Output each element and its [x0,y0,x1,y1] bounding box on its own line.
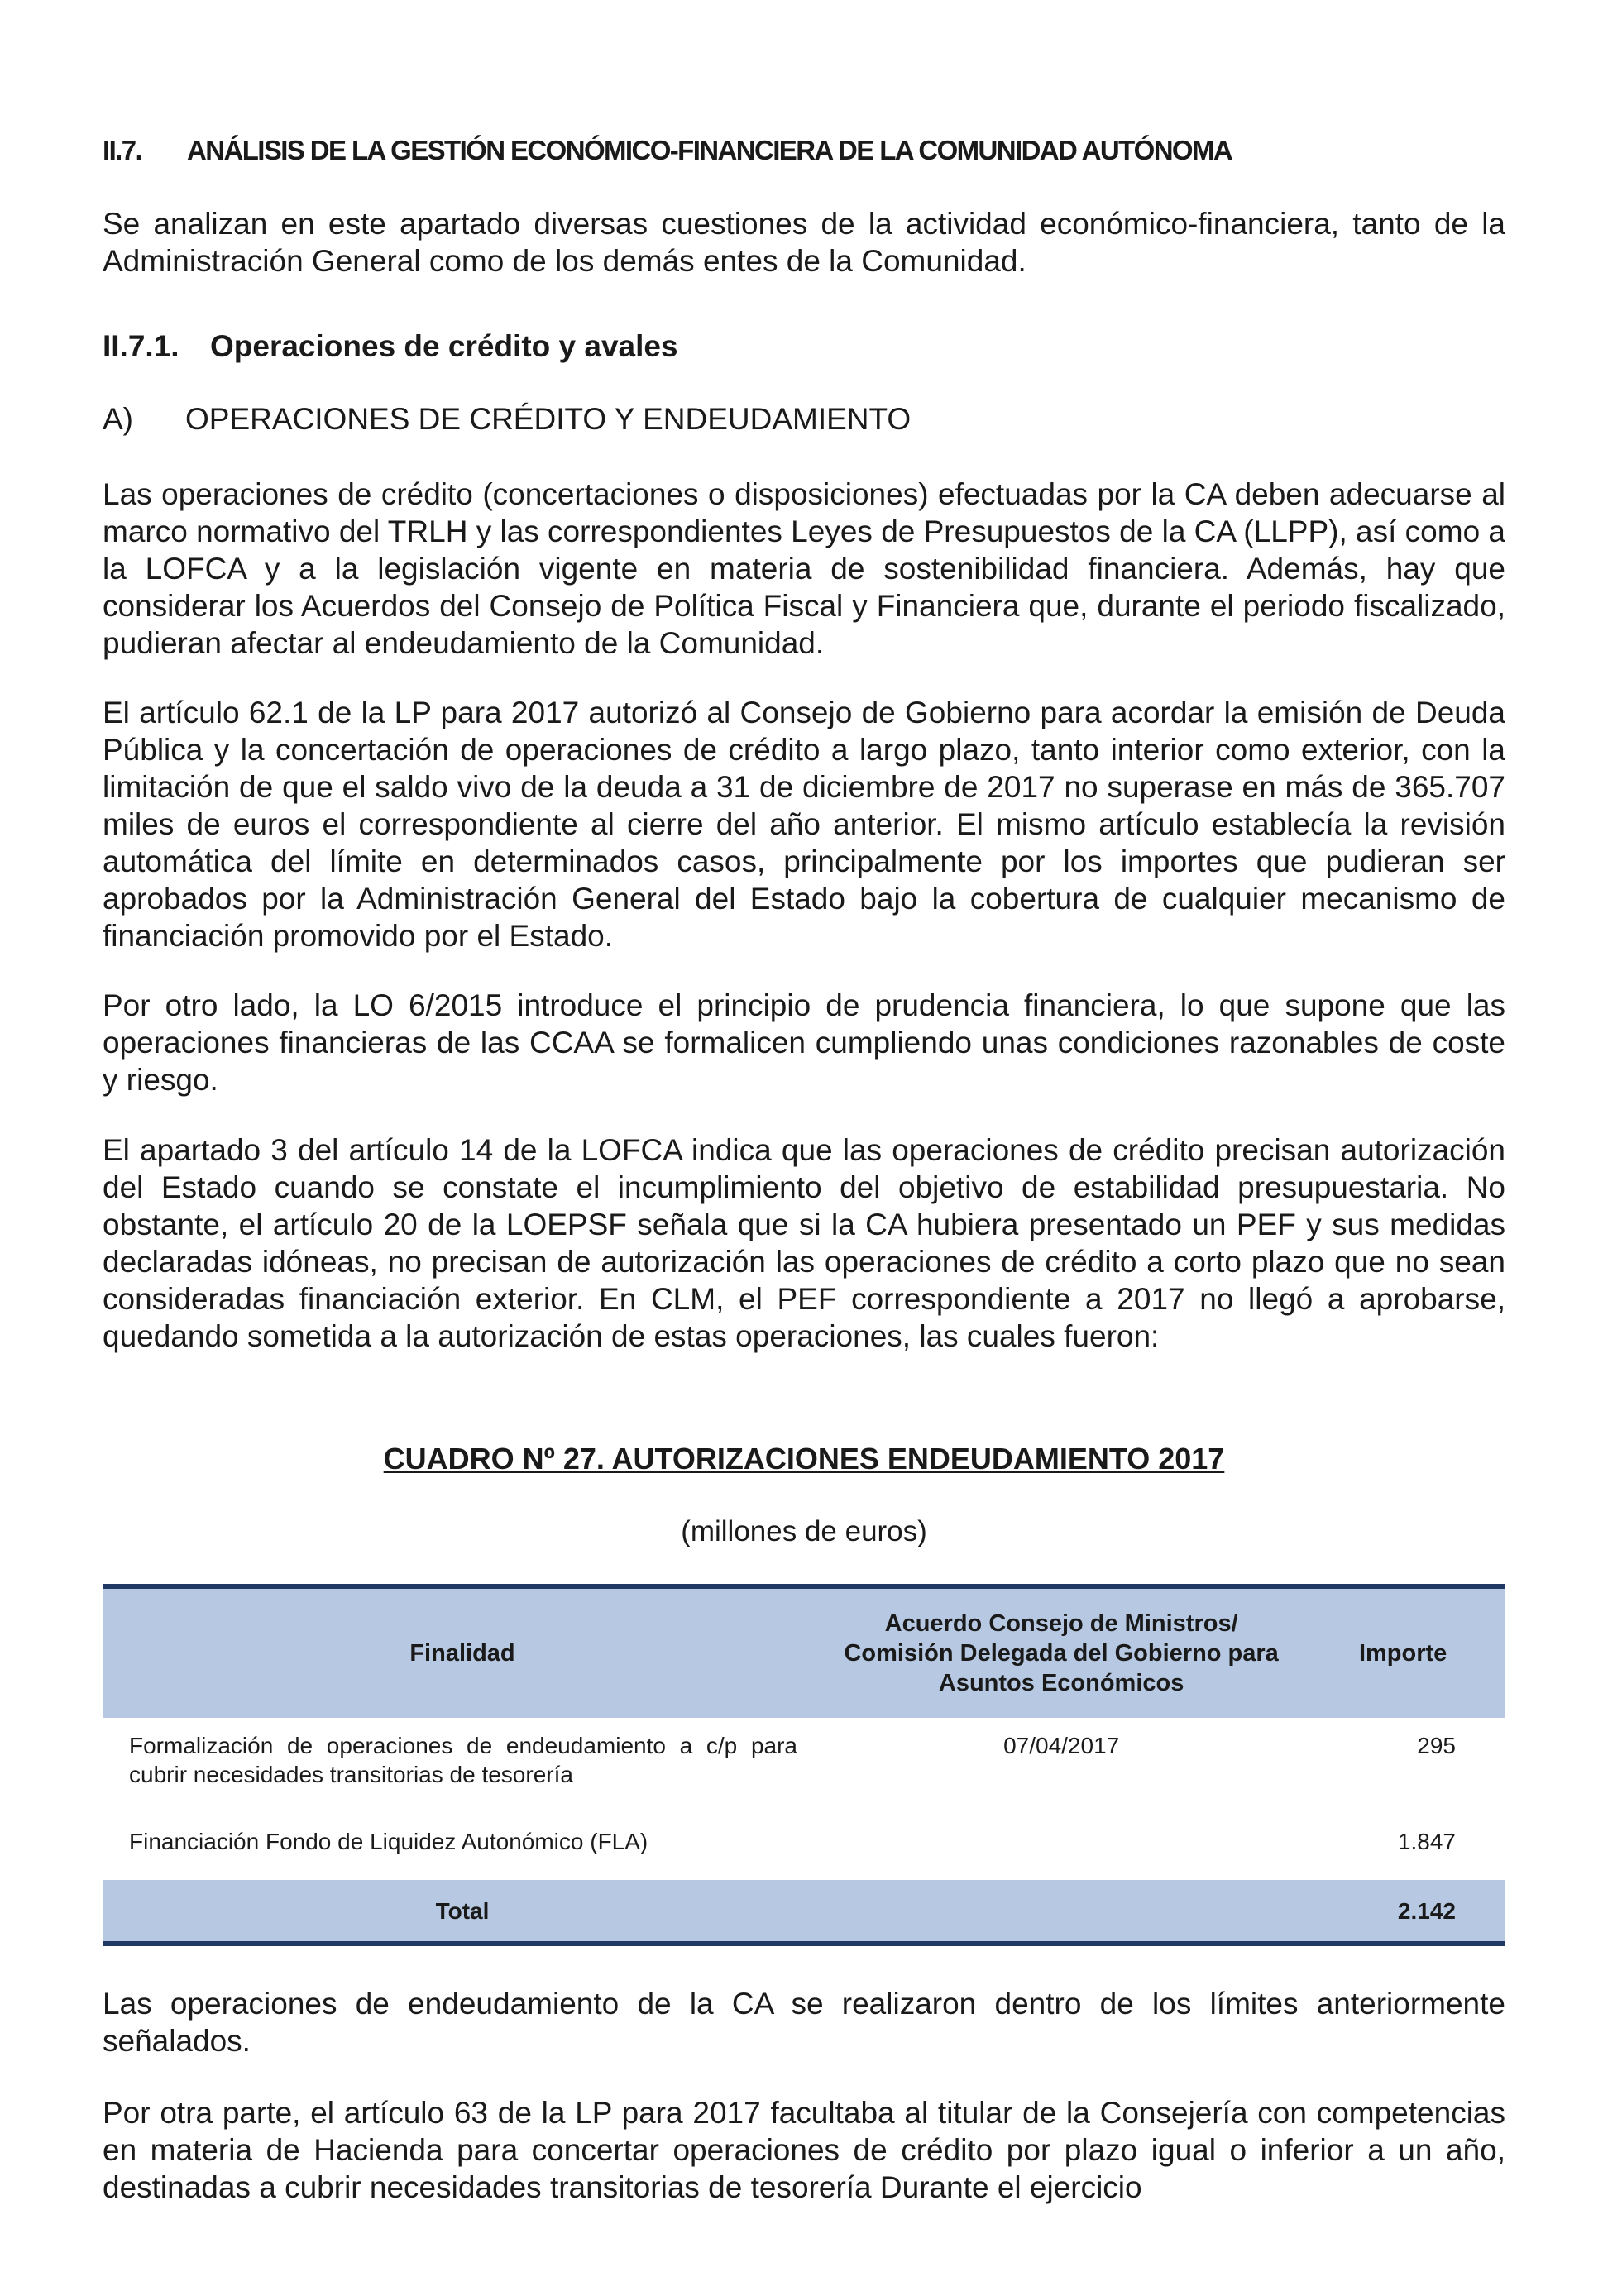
cell-importe: 295 [1417,1733,1456,1758]
paragraph-articulo-63: Por otra parte, el artículo 63 de la LP para 2017 facultaba al titular de la Consejería con competencias en materia de Hacienda para concertar operaciones de crédito por plazo igual o inferior a un año, destinadas a cubrir necesidades transitorias de tesorería Durante el ejercicio [103,2096,1505,2204]
table-total-row [103,1880,1505,1944]
paragraph-prudencia: Por otro lado, la LO 6/2015 introduce el principio de prudencia financiera, lo que supone que las operaciones financieras de las CCAA se formalicen cumpliendo unas condiciones razonables de coste y riesgo. [103,988,1505,1097]
subheading-title: OPERACIONES DE CRÉDITO Y ENDEUDAMIENTO [185,402,912,436]
paragraph-lofca: El apartado 3 del artículo 14 de la LOFCA indica que las operaciones de crédito precisan autorización del Estado cuando se constate el incumplimiento del objetivo de estabilidad presupuestaria. No obstante, el artículo 20 de la LOEPSF señala que si la CA hubiera presentado un PEF y sus medidas declaradas idóneas, no precisan de autorización las operaciones de crédito a corto plazo que no sean consideradas financiación exterior. En CLM, el PEF correspondiente a 2017 no llegó a aprobarse, quedando sometida a la autorización de estas operaciones, las cuales fueron: [103,1133,1505,1353]
paragraph-normativa: Las operaciones de crédito (concertaciones o disposiciones) efectuadas por la CA deben adecuarse al marco normativo del TRLH y las correspondientes Leyes de Presupuestos de la CA (LLPP), así como a la LOFCA y a la legislación vigente en materia de sostenibilidad financiera. Además, hay que considerar los Acuerdos del Consejo de Política Fiscal y Financiera que, durante el periodo fiscalizado, pudieran afectar al endeudamiento de la Comunidad. [103,477,1505,660]
intro-paragraph: Se analizan en este apartado diversas cuestiones de la actividad económico-financiera, tanto de la Administración General como de los demás entes de la Comunidad. [103,207,1505,278]
subsection-title: Operaciones de crédito y avales [210,329,678,363]
header-importe: Importe [1300,1586,1505,1718]
subheading-letter: A) [103,402,133,436]
cell-acuerdo: 07/04/2017 [1003,1733,1120,1758]
header-acuerdo: Acuerdo Consejo de Ministros/ Comisión Delegada del Gobierno para Asuntos Económicos [822,1586,1300,1718]
subsection-number: II.7.1. [103,329,179,363]
cell-finalidad: Financiación Fondo de Liquidez Autonómico (FLA) [129,1829,648,1854]
table-row [103,1718,1505,1814]
cell-importe: 1.847 [1397,1829,1456,1854]
total-label: Total [103,1880,822,1944]
cell-finalidad: Formalización de operaciones de endeudamiento a c/p para cubrir necesidades transitorias de tesorería [129,1733,797,1787]
table-title: CUADRO Nº 27. AUTORIZACIONES ENDEUDAMIENTO 2017 [383,1442,1225,1476]
subheading [103,402,911,437]
total-empty-cell [822,1880,1300,1944]
paragraph-limites: Las operaciones de endeudamiento de la CA se realizaron dentro de los límites anteriormente señalados. [103,1987,1505,2058]
autorizaciones-table [103,1584,1505,1946]
section-heading [103,135,1232,166]
cell-acuerdo [822,1814,1300,1880]
section-title: ANÁLISIS DE LA GESTIÓN ECONÓMICO-FINANCIERA DE LA COMUNIDAD AUTÓNOMA [187,135,1232,165]
section-number: II.7. [103,135,142,165]
table-unit: (millones de euros) [681,1515,927,1547]
paragraph-articulo-62: El artículo 62.1 de la LP para 2017 autorizó al Consejo de Gobierno para acordar la emisión de Deuda Pública y la concertación de operaciones de crédito a largo plazo, tanto interior como exterior, con la limitación de que el saldo vivo de la deuda a 31 de diciembre de 2017 no superase en más de 365.707 miles de euros el correspondiente al cierre del año anterior. El mismo artículo establecía la revisión automática del límite en determinados casos, principalmente por los importes que pudieran ser aprobados por la Administración General del Estado bajo la cobertura de cualquier mecanismo de financiación promovido por el Estado. [103,696,1505,953]
table-row [103,1814,1505,1880]
table-header-row [103,1586,1505,1718]
total-importe: 2.142 [1300,1880,1505,1944]
subsection-heading [103,329,678,364]
header-finalidad: Finalidad [103,1586,822,1718]
